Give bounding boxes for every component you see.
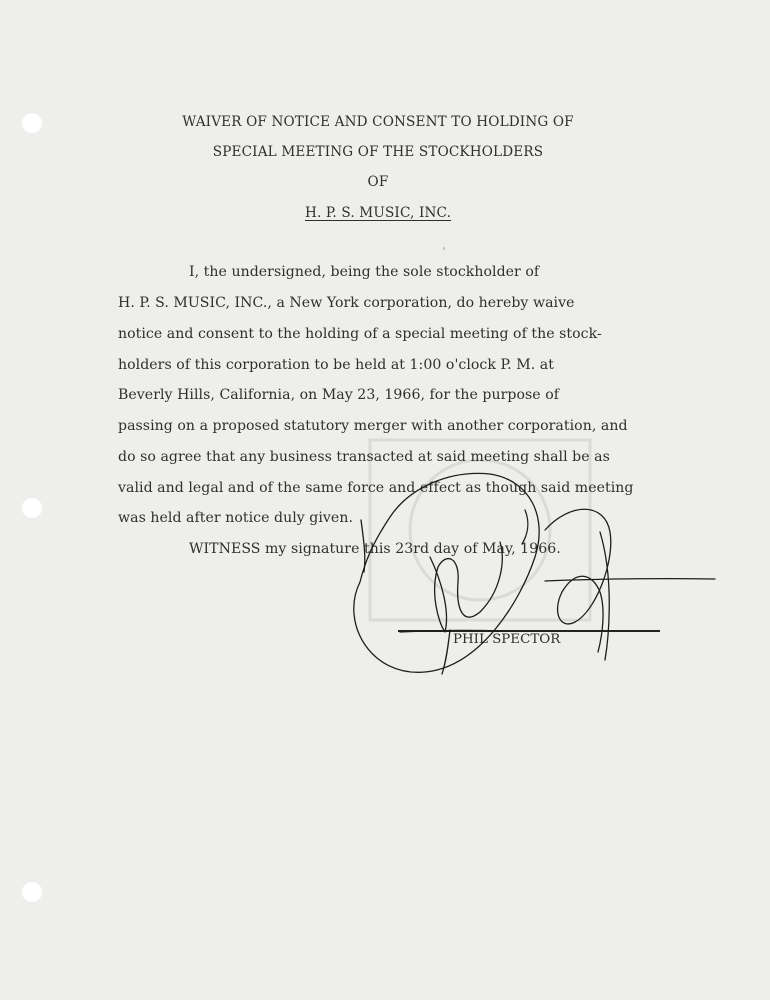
signatory-name: PHIL SPECTOR — [453, 632, 561, 647]
body-line-3: notice and consent to the holding of a special meeting of the stock- — [118, 326, 602, 342]
body-line-1: I, the undersigned, being the sole stockholder of — [189, 264, 540, 280]
body-line-9: was held after notice duly given. — [118, 510, 353, 526]
body-line-7: do so agree that any business transacted at said meeting shall be as — [118, 449, 610, 465]
body-line-6: passing on a proposed statutory merger with another corporation, and — [118, 418, 628, 434]
body-line-4: holders of this corporation to be held at 1:00 o'clock P. M. at — [118, 357, 554, 373]
body-line-5: Beverly Hills, California, on May 23, 1966, for the purpose of — [118, 387, 559, 403]
title-line-2: SPECIAL MEETING OF THE STOCKHOLDERS — [212, 144, 544, 160]
paper-speck — [443, 247, 445, 250]
binder-hole-bottom — [21, 881, 43, 903]
body-line-2: H. P. S. MUSIC, INC., a New York corporation, do hereby waive — [118, 295, 575, 311]
binder-hole-middle — [21, 497, 43, 519]
handwritten-signature — [330, 462, 730, 692]
title-line-1: WAIVER OF NOTICE AND CONSENT TO HOLDING OF — [182, 114, 574, 130]
company-name-heading: H. P. S. MUSIC, INC. — [304, 205, 452, 221]
body-line-8: valid and legal and of the same force and effect as though said meeting — [118, 480, 634, 496]
title-line-3: OF — [367, 174, 389, 190]
witness-line: WITNESS my signature this 23rd day of May, 1966. — [189, 541, 561, 557]
